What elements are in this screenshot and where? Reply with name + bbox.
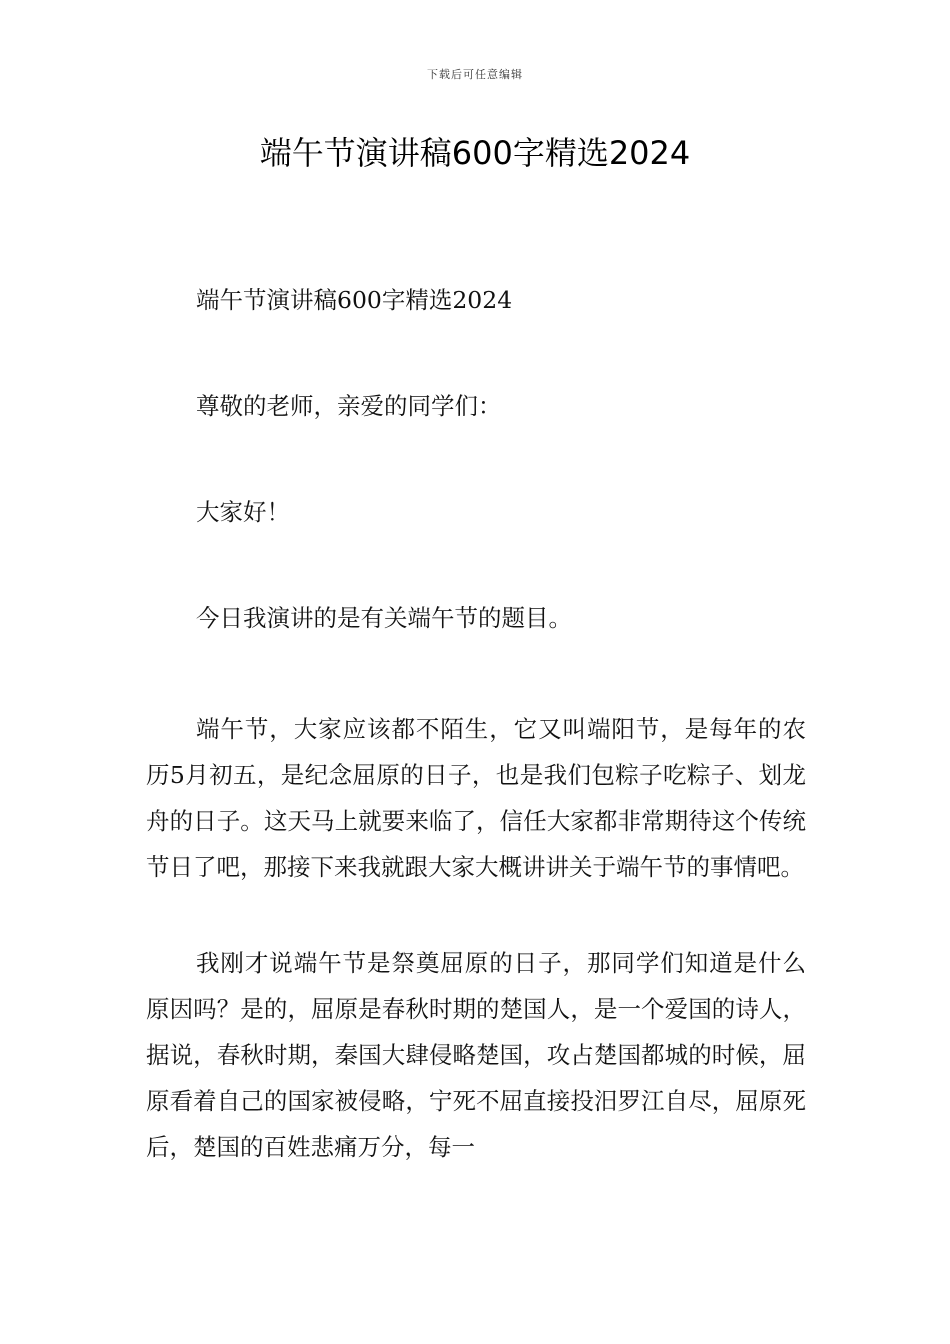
header-note: 下载后可任意编辑 (427, 68, 523, 81)
document-body (146, 282, 806, 1220)
document-title: 端午节演讲稿600字精选2024 (259, 134, 691, 172)
paragraph-salutation: 尊敬的老师，亲爱的同学们： (196, 392, 502, 420)
paragraph-quyuan: 我刚才说端午节是祭奠屈原的日子，那同学们知道是什么原因吗？是的，屈原是春秋时期的楚国人，是一个爱国的诗人，据说，春秋时期，秦国大肆侵略楚国，攻占楚国都城的时候，屈原看着自己的国家被侵略，宁死不屈直接投汨罗江自尽，屈原死后，楚国的百姓悲痛万分，每一 (146, 949, 806, 1161)
paragraph-greeting: 大家好！ (196, 498, 290, 526)
paragraph-subtitle: 端午节演讲稿600字精选2024 (196, 286, 513, 314)
paragraph-intro: 端午节，大家应该都不陌生，它又叫端阳节，是每年的农历5月初五，是纪念屈原的日子，也是我们包粽子吃粽子、划龙舟的日子。这天马上就要来临了，信任大家都非常期待这个传统节日了吧，那接下来我就跟大家大概讲讲关于端午节的事情吧。 (146, 715, 806, 881)
paragraph-topic: 今日我演讲的是有关端午节的题目。 (196, 604, 572, 632)
